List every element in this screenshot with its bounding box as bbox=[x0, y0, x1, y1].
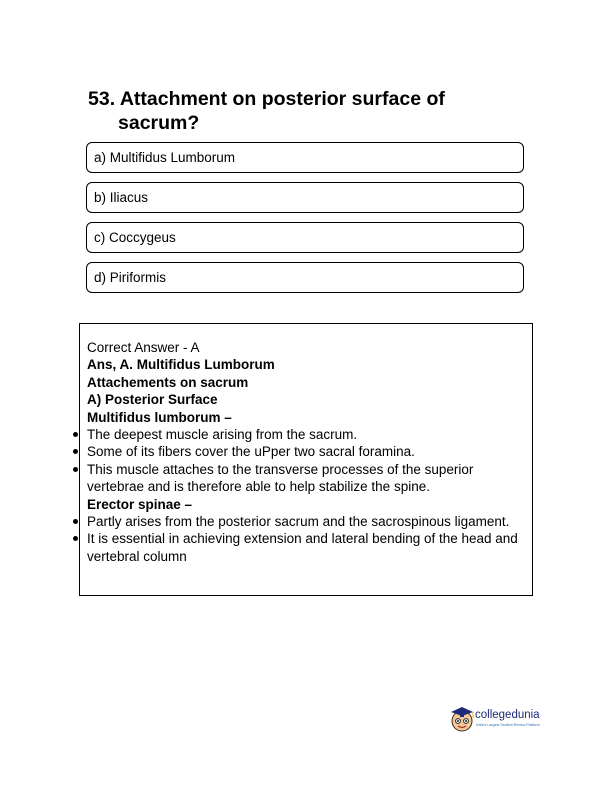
section-heading-erector: Erector spinae – bbox=[87, 496, 193, 512]
section-heading-multifidus: Multifidus lumborum – bbox=[87, 409, 232, 425]
bullet-text: It is essential in achieving extension and lateral bending of the head and vertebral column bbox=[87, 531, 518, 564]
answer-content bbox=[87, 339, 527, 565]
option-a-label: a) Multifidus Lumborum bbox=[94, 150, 236, 165]
bullet-text: Some of its fibers cover the uPper two sacral foramina. bbox=[87, 444, 415, 460]
question-text-line2: sacrum? bbox=[118, 112, 200, 134]
collegedunia-logo bbox=[449, 700, 549, 740]
section-heading-posterior: A) Posterior Surface bbox=[87, 392, 218, 408]
bullet-text: This muscle attaches to the transverse processes of the superior vertebrae and is therefore able to help stabilize the spine. bbox=[87, 461, 474, 495]
answer-line: Ans, A. Multifidus Lumborum bbox=[87, 357, 275, 373]
section-heading-attachments: Attachements on sacrum bbox=[87, 374, 249, 390]
question-number: 53. bbox=[88, 88, 116, 110]
option-a[interactable] bbox=[86, 142, 524, 173]
bullet-item bbox=[87, 443, 527, 460]
bullet-icon bbox=[73, 519, 78, 524]
bullet-icon bbox=[73, 449, 78, 454]
option-d-label: d) Piriformis bbox=[94, 270, 167, 285]
logo-tagline: India's Largest Student Review Platform bbox=[476, 723, 540, 727]
bullet-text: The deepest muscle arising from the sacrum. bbox=[87, 427, 358, 443]
mascot-icon bbox=[449, 704, 475, 734]
bullet-icon bbox=[73, 536, 78, 541]
bullet-icon bbox=[73, 467, 78, 472]
bullet-item bbox=[87, 530, 527, 565]
correct-answer-label: Correct Answer - A bbox=[87, 340, 200, 355]
logo-name: collegedunia bbox=[475, 709, 540, 721]
question-heading bbox=[88, 87, 528, 135]
bullet-item bbox=[87, 461, 527, 496]
option-b-label: b) Iliacus bbox=[94, 190, 149, 205]
bullet-text: Partly arises from the posterior sacrum and the sacrospinous ligament. bbox=[87, 514, 510, 530]
bullet-item bbox=[87, 513, 527, 530]
option-c[interactable] bbox=[86, 222, 524, 253]
question-text-line1: Attachment on posterior surface of bbox=[119, 88, 445, 110]
option-c-label: c) Coccygeus bbox=[94, 230, 176, 245]
option-d[interactable] bbox=[86, 262, 524, 293]
option-b[interactable] bbox=[86, 182, 524, 213]
bullet-item bbox=[87, 426, 527, 443]
bullet-icon bbox=[73, 432, 78, 437]
